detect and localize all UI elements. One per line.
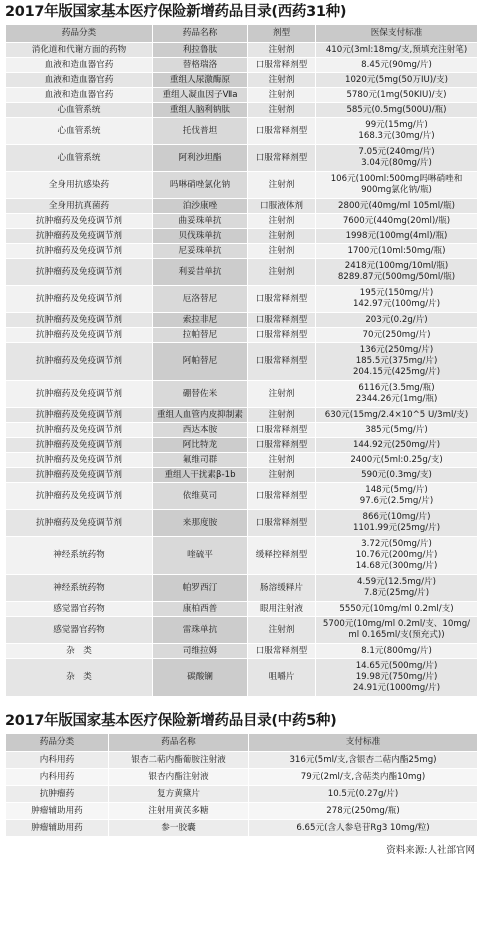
payment-standard-cell: 316元(5ml/支,含银杏二萜内酯25mg)	[249, 752, 478, 769]
header-drug-name: 药品名称	[153, 25, 248, 43]
table-row	[6, 820, 478, 837]
payment-standard-line: 8.45元(90mg/片)	[361, 59, 432, 70]
chinese-table-body	[6, 752, 478, 837]
dosage-form-cell: 注射剂	[248, 172, 316, 199]
payment-standard-line: 3.72元(50mg/片)	[361, 539, 432, 549]
dosage-form-cell: 口服常释剂型	[248, 286, 316, 313]
payment-standard-cell	[316, 172, 478, 199]
category-cell: 抗肿瘤药及免疫调节剂	[6, 453, 153, 468]
payment-standard-cell	[316, 644, 478, 659]
chinese-drug-table	[5, 733, 478, 837]
table-row	[6, 510, 478, 537]
drug-name-cell: 重组人脑利钠肽	[153, 103, 248, 118]
table-row	[6, 118, 478, 145]
category-cell: 抗肿瘤药及免疫调节剂	[6, 244, 153, 259]
header-payment-standard: 支付标准	[249, 734, 478, 752]
payment-standard-line: 5780元(1mg(50KIU)/支)	[346, 89, 447, 100]
payment-standard-line: 99元(15mg/片)	[365, 120, 428, 130]
dosage-form-cell: 缓释控释剂型	[248, 537, 316, 575]
drug-name-cell: 西达本胺	[153, 423, 248, 438]
payment-standard-line: 4.59元(12.5mg/片)	[357, 577, 436, 587]
dosage-form-cell: 注射剂	[248, 453, 316, 468]
payment-standard-cell	[316, 659, 478, 697]
payment-standard-cell	[316, 73, 478, 88]
payment-standard-line: 1998元(100mg(4ml)/瓶)	[345, 230, 448, 241]
drug-name-cell: 银杏二萜内酯葡胺注射液	[109, 752, 249, 769]
dosage-form-cell: 口服常释剂型	[248, 343, 316, 381]
header-category: 药品分类	[6, 25, 153, 43]
category-cell: 神经系统药物	[6, 537, 153, 575]
payment-standard-cell	[316, 244, 478, 259]
drug-name-cell: 康柏西普	[153, 602, 248, 617]
dosage-form-cell: 口服常释剂型	[248, 328, 316, 343]
payment-standard-line: 2418元(100mg/10ml/瓶)	[344, 261, 449, 271]
payment-standard-cell: 79元(2ml/支,含萜类内酯10mg)	[249, 769, 478, 786]
table-row	[6, 259, 478, 286]
payment-standard-cell	[316, 438, 478, 453]
category-cell: 抗肿瘤药及免疫调节剂	[6, 313, 153, 328]
drug-name-cell: 尼妥珠单抗	[153, 244, 248, 259]
table-row	[6, 769, 478, 786]
category-cell: 抗肿瘤药及免疫调节剂	[6, 468, 153, 483]
dosage-form-cell: 口服常释剂型	[248, 58, 316, 73]
payment-standard-cell	[316, 328, 478, 343]
payment-standard-cell	[316, 537, 478, 575]
payment-standard-cell	[316, 229, 478, 244]
drug-name-cell: 复方黄黛片	[109, 786, 249, 803]
payment-standard-line: 106元(100ml:500mg吗啉硝唑和	[330, 174, 463, 184]
drug-name-cell: 注射用黄芪多糖	[109, 803, 249, 820]
payment-standard-line: 2400元(5ml:0.25g/支)	[350, 454, 443, 465]
table-row	[6, 617, 478, 644]
payment-standard-line: 136元(250mg/片)	[359, 345, 434, 355]
header-payment-standard: 医保支付标准	[316, 25, 478, 43]
drug-name-cell: 重组人凝血因子Ⅶa	[153, 88, 248, 103]
header-category: 药品分类	[6, 734, 109, 752]
payment-standard-line: 5550元(10mg/ml 0.2ml/支)	[339, 603, 454, 614]
payment-standard-line: 1101.99元(25mg/片)	[352, 523, 441, 533]
category-cell: 杂 类	[6, 659, 153, 697]
category-cell: 抗肿瘤药及免疫调节剂	[6, 510, 153, 537]
drug-name-cell: 雷珠单抗	[153, 617, 248, 644]
category-cell: 抗肿瘤药及免疫调节剂	[6, 343, 153, 381]
dosage-form-cell: 注射剂	[248, 43, 316, 58]
category-cell: 抗肿瘤药及免疫调节剂	[6, 483, 153, 510]
category-cell: 感觉器官药物	[6, 602, 153, 617]
table-row	[6, 483, 478, 510]
drug-name-cell: 氟维司群	[153, 453, 248, 468]
payment-standard-line: 19.98元(750mg/片)	[355, 672, 438, 682]
payment-standard-cell	[316, 43, 478, 58]
drug-name-cell: 阿利沙坦酯	[153, 145, 248, 172]
payment-standard-line: 14.65元(500mg/片)	[355, 661, 438, 671]
payment-standard-line: 3.04元(80mg/片)	[361, 158, 432, 168]
table-row	[6, 468, 478, 483]
table-row	[6, 43, 478, 58]
table-row	[6, 786, 478, 803]
category-cell: 肿瘤辅助用药	[6, 803, 109, 820]
category-cell: 抗肿瘤药及免疫调节剂	[6, 259, 153, 286]
category-cell: 心血管系统	[6, 118, 153, 145]
dosage-form-cell: 口服常释剂型	[248, 423, 316, 438]
drug-name-cell: 帕罗西汀	[153, 575, 248, 602]
payment-standard-cell	[316, 214, 478, 229]
drug-name-cell: 替格瑞洛	[153, 58, 248, 73]
payment-standard-cell	[316, 343, 478, 381]
payment-standard-line: 2344.26元(1mg/瓶)	[355, 394, 438, 404]
drug-name-cell: 阿比特龙	[153, 438, 248, 453]
drug-name-cell: 重组人干扰素β-1b	[153, 468, 248, 483]
table-row	[6, 172, 478, 199]
drug-name-cell: 利拉鲁肽	[153, 43, 248, 58]
category-cell: 内科用药	[6, 769, 109, 786]
drug-name-cell: 利妥昔单抗	[153, 259, 248, 286]
drug-name-cell: 碳酸镧	[153, 659, 248, 697]
drug-name-cell: 来那度胺	[153, 510, 248, 537]
drug-name-cell: 喹硫平	[153, 537, 248, 575]
category-cell: 血液和造血器官药	[6, 58, 153, 73]
dosage-form-cell: 咀嚼片	[248, 659, 316, 697]
payment-standard-line: 385元(5mg/片)	[365, 424, 428, 435]
table-row	[6, 752, 478, 769]
payment-standard-line: 7.05元(240mg/片)	[358, 147, 435, 157]
drug-name-cell: 重组人血管内皮抑制素	[153, 408, 248, 423]
table-row	[6, 103, 478, 118]
table-row	[6, 438, 478, 453]
dosage-form-cell: 注射剂	[248, 244, 316, 259]
dosage-form-cell: 口服常释剂型	[248, 118, 316, 145]
dosage-form-cell: 眼用注射液	[248, 602, 316, 617]
category-cell: 抗肿瘤药及免疫调节剂	[6, 381, 153, 408]
dosage-form-cell: 注射剂	[248, 617, 316, 644]
drug-name-cell: 银杏内酯注射液	[109, 769, 249, 786]
payment-standard-line: 1700元(10ml:50mg/瓶)	[347, 245, 446, 256]
payment-standard-line: 142.97元(100mg/片)	[352, 299, 441, 309]
payment-standard-cell	[316, 510, 478, 537]
western-table-body	[6, 43, 478, 697]
category-cell: 感觉器官药物	[6, 617, 153, 644]
payment-standard-cell	[316, 468, 478, 483]
category-cell: 抗肿瘤药及免疫调节剂	[6, 438, 153, 453]
payment-standard-cell	[316, 313, 478, 328]
category-cell: 抗肿瘤药及免疫调节剂	[6, 286, 153, 313]
drug-name-cell: 硼替佐米	[153, 381, 248, 408]
table-row	[6, 328, 478, 343]
category-cell: 神经系统药物	[6, 575, 153, 602]
dosage-form-cell: 注射剂	[248, 229, 316, 244]
dosage-form-cell: 口服常释剂型	[248, 510, 316, 537]
drug-name-cell: 曲妥珠单抗	[153, 214, 248, 229]
payment-standard-cell	[316, 483, 478, 510]
payment-standard-cell	[316, 381, 478, 408]
payment-standard-line: 7600元(440mg(20ml)/瓶)	[342, 215, 451, 226]
payment-standard-cell	[316, 199, 478, 214]
table-row	[6, 58, 478, 73]
table-row	[6, 537, 478, 575]
payment-standard-cell	[316, 103, 478, 118]
drug-name-cell: 厄洛替尼	[153, 286, 248, 313]
payment-standard-line: 900mg氯化钠/瓶)	[361, 185, 432, 195]
payment-standard-line: 204.15元(425mg/片)	[352, 367, 441, 377]
dosage-form-cell: 口服常释剂型	[248, 644, 316, 659]
payment-standard-cell	[316, 617, 478, 644]
payment-standard-cell	[316, 408, 478, 423]
category-cell: 抗肿瘤药及免疫调节剂	[6, 229, 153, 244]
dosage-form-cell: 注射剂	[248, 259, 316, 286]
dosage-form-cell: 注射剂	[248, 103, 316, 118]
payment-standard-line: 203元(0.2g/片)	[365, 314, 428, 325]
payment-standard-line: 144.92元(250mg/片)	[352, 439, 441, 450]
table-row	[6, 73, 478, 88]
payment-standard-cell: 10.5元(0.27g/片)	[249, 786, 478, 803]
header-dosage-form: 剂型	[248, 25, 316, 43]
table-row	[6, 145, 478, 172]
drug-name-cell: 司维拉姆	[153, 644, 248, 659]
payment-standard-cell	[316, 58, 478, 73]
table-row	[6, 244, 478, 259]
table-row	[6, 286, 478, 313]
payment-standard-line: 1020元(5mg(50万IU)/支)	[344, 74, 448, 85]
payment-standard-line: 8289.87元(500mg/50ml/瓶)	[337, 272, 456, 282]
table-row	[6, 199, 478, 214]
western-table-title: 2017年版国家基本医疗保险新增药品目录(西药31种)	[5, 4, 347, 20]
payment-standard-line: 590元(0.3mg/支)	[361, 469, 432, 480]
drug-name-cell: 泊沙康唑	[153, 199, 248, 214]
payment-standard-line: 10.76元(200mg/片)	[355, 550, 438, 560]
western-header-row	[6, 25, 478, 43]
dosage-form-cell: 注射剂	[248, 214, 316, 229]
payment-standard-line: 630元(15mg/2.4×10^5 U/3ml/支)	[324, 409, 469, 420]
category-cell: 血液和造血器官药	[6, 88, 153, 103]
category-cell: 抗肿瘤药及免疫调节剂	[6, 423, 153, 438]
dosage-form-cell: 口服常释剂型	[248, 313, 316, 328]
table-row	[6, 453, 478, 468]
drug-name-cell: 依维莫司	[153, 483, 248, 510]
dosage-form-cell: 注射剂	[248, 408, 316, 423]
payment-standard-line: 24.91元(1000mg/片)	[352, 683, 441, 693]
drug-name-cell: 拉帕替尼	[153, 328, 248, 343]
payment-standard-line: 8.1元(800mg/片)	[361, 645, 432, 656]
dosage-form-cell: 口服液体剂	[248, 199, 316, 214]
payment-standard-cell	[316, 259, 478, 286]
table-row	[6, 423, 478, 438]
category-cell: 心血管系统	[6, 103, 153, 118]
payment-standard-line: 6116元(3.5mg/瓶)	[358, 383, 435, 393]
category-cell: 抗肿瘤药及免疫调节剂	[6, 328, 153, 343]
payment-standard-line: 168.3元(30mg/片)	[358, 131, 435, 141]
category-cell: 血液和造血器官药	[6, 73, 153, 88]
payment-standard-line: 97.6元(2.5mg/片)	[359, 496, 434, 506]
table-row	[6, 803, 478, 820]
drug-name-cell: 阿帕替尼	[153, 343, 248, 381]
table-row	[6, 214, 478, 229]
category-cell: 内科用药	[6, 752, 109, 769]
category-cell: 肿瘤辅助用药	[6, 820, 109, 837]
payment-standard-cell	[316, 118, 478, 145]
table-row	[6, 644, 478, 659]
payment-standard-cell	[316, 145, 478, 172]
payment-standard-cell	[316, 88, 478, 103]
chinese-table-title: 2017年版国家基本医疗保险新增药品目录(中药5种)	[5, 713, 337, 729]
payment-standard-line: 14.68元(300mg/片)	[355, 561, 438, 571]
drug-name-cell: 参一胶囊	[109, 820, 249, 837]
dosage-form-cell: 注射剂	[248, 73, 316, 88]
payment-standard-line: 70元(250mg/片)	[362, 329, 431, 340]
western-drug-table	[5, 24, 478, 697]
dosage-form-cell: 口服常释剂型	[248, 145, 316, 172]
payment-standard-line: 185.5元(375mg/片)	[355, 356, 438, 366]
category-cell: 杂 类	[6, 644, 153, 659]
payment-standard-line: 5700元(10mg/ml 0.2ml/支、10mg/	[322, 619, 471, 629]
dosage-form-cell: 口服常释剂型	[248, 438, 316, 453]
payment-standard-cell	[316, 602, 478, 617]
table-row	[6, 659, 478, 697]
payment-standard-cell	[316, 423, 478, 438]
payment-standard-line: ml 0.165ml/支(预充式))	[348, 630, 445, 640]
table-row	[6, 575, 478, 602]
source-note: 资料来源:人社部官网	[386, 845, 475, 856]
payment-standard-line: 585元(0.5mg(500U)/瓶)	[346, 104, 447, 115]
payment-standard-cell: 278元(250mg/瓶)	[249, 803, 478, 820]
payment-standard-cell	[316, 286, 478, 313]
payment-standard-cell	[316, 575, 478, 602]
drug-name-cell: 索拉非尼	[153, 313, 248, 328]
dosage-form-cell: 肠溶缓释片	[248, 575, 316, 602]
chinese-header-row	[6, 734, 478, 752]
dosage-form-cell: 注射剂	[248, 88, 316, 103]
category-cell: 心血管系统	[6, 145, 153, 172]
payment-standard-line: 7.8元(25mg/片)	[363, 588, 430, 598]
drug-name-cell: 贝伐珠单抗	[153, 229, 248, 244]
category-cell: 抗肿瘤药及免疫调节剂	[6, 214, 153, 229]
drug-name-cell: 吗啉硝唑氯化钠	[153, 172, 248, 199]
category-cell: 全身用抗真菌药	[6, 199, 153, 214]
drug-name-cell: 重组人尿激酶原	[153, 73, 248, 88]
payment-standard-line: 195元(150mg/片)	[359, 288, 434, 298]
payment-standard-line: 866元(10mg/片)	[362, 512, 431, 522]
payment-standard-line: 410元(3ml:18mg/支,预填充注射笔)	[325, 44, 468, 55]
table-row	[6, 229, 478, 244]
dosage-form-cell: 口服常释剂型	[248, 483, 316, 510]
dosage-form-cell: 注射剂	[248, 468, 316, 483]
table-row	[6, 343, 478, 381]
payment-standard-cell: 6.65元(含人参皂苷Rg3 10mg/粒)	[249, 820, 478, 837]
dosage-form-cell: 注射剂	[248, 381, 316, 408]
header-drug-name: 药品名称	[109, 734, 249, 752]
category-cell: 全身用抗感染药	[6, 172, 153, 199]
category-cell: 抗肿瘤药	[6, 786, 109, 803]
payment-standard-cell	[316, 453, 478, 468]
table-row	[6, 313, 478, 328]
payment-standard-line: 2800元(40mg/ml 105ml/瓶)	[338, 200, 455, 211]
category-cell: 抗肿瘤药及免疫调节剂	[6, 408, 153, 423]
table-row	[6, 381, 478, 408]
drug-name-cell: 托伐普坦	[153, 118, 248, 145]
table-row	[6, 602, 478, 617]
category-cell: 消化道和代谢方面的药物	[6, 43, 153, 58]
table-row	[6, 408, 478, 423]
payment-standard-line: 148元(5mg/片)	[365, 485, 428, 495]
table-row	[6, 88, 478, 103]
